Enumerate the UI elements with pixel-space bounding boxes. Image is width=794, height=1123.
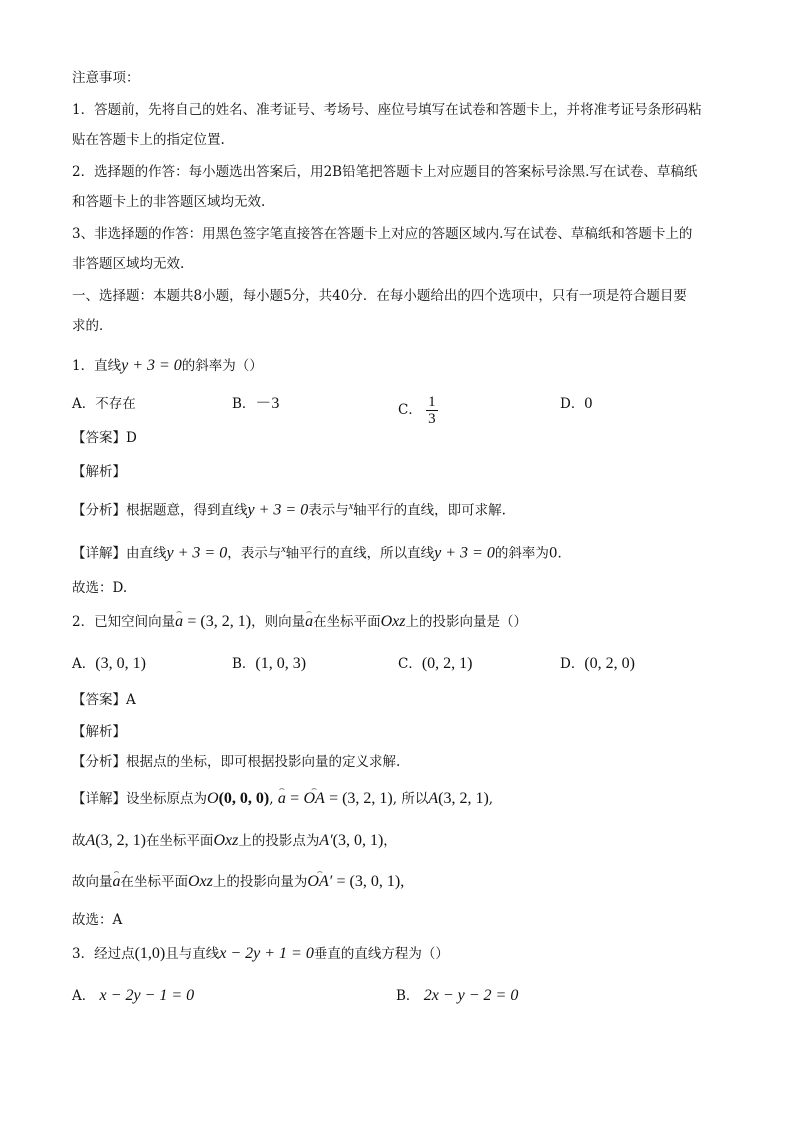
q2-vector-value: = (3, 2, 1): [187, 613, 252, 630]
q2-xj1-a: 【详解】设坐标原点为: [72, 791, 207, 807]
q2-option-b-value: (1, 0, 3): [255, 655, 307, 672]
q1-xiangjie-eq1: y + 3 = 0: [166, 544, 228, 562]
q2-prefix: 2．已知空间向量: [72, 614, 176, 630]
q1-option-c: [398, 394, 438, 427]
q2-xj2-A-prime-value: (3, 0, 1): [332, 832, 384, 849]
q2-option-a-label: A．: [72, 656, 96, 672]
q1-fenxi-c: 轴平行的直线，即可求解.: [353, 502, 506, 519]
q2-xj2-A-prime: A′: [319, 832, 333, 849]
q2-xj3-value: = (3, 0, 1),: [336, 873, 405, 890]
q2-xj2-A: A: [85, 832, 96, 849]
q2-xj1-A: A: [428, 790, 439, 807]
q1-xiangjie-b: ，表示与: [227, 545, 282, 562]
q2-option-c: [398, 654, 473, 674]
q2-xj1-eq: =: [290, 790, 300, 807]
q2-xiangjie-line-2: [72, 831, 397, 851]
question-2-stem: [72, 612, 527, 632]
q2-xj1-so: , 所以: [392, 791, 429, 807]
q2-xj3-OA-prime: ⌢ OA′: [307, 872, 332, 892]
question-1-stem: [72, 356, 263, 376]
q3-option-b: [396, 986, 518, 1006]
q2-xj2-a: 故: [72, 833, 86, 849]
q1-option-c-numerator: 1: [428, 394, 436, 410]
q3-prefix: 3．经过点: [72, 946, 135, 962]
q1-suffix: 的斜率为（）: [181, 358, 263, 374]
q2-option-b: [232, 654, 306, 674]
note-3-line-2: 非答题区域均无效.: [72, 256, 185, 272]
q2-xj2-b: 在坐标平面: [145, 833, 214, 849]
q2-xj1-value: = (3, 2, 1): [329, 790, 393, 807]
q2-option-a-value: (3, 0, 1): [95, 655, 146, 672]
q1-xiangjie-a: 【详解】由直线: [72, 545, 167, 562]
q2-mid: ，则向量: [251, 614, 306, 630]
q1-equation: y + 3 = 0: [121, 357, 182, 374]
q2-option-c-label: C．: [398, 656, 422, 672]
q2-option-a: [72, 654, 146, 674]
q1-option-d-value: 0: [584, 395, 593, 412]
q1-option-b-value: －3: [255, 395, 280, 412]
q2-xj1-comma: ,: [269, 791, 274, 807]
q2-xiangjie-line-1: [72, 789, 493, 809]
q2-option-b-label: B．: [232, 656, 256, 672]
q1-prefix: 1．直线: [72, 358, 122, 374]
q3-option-a: [72, 986, 194, 1006]
q3-option-b-label: B．: [396, 988, 420, 1004]
q1-option-a: A．不存在: [72, 396, 136, 412]
q2-xj3-vector-a: ⌢ a: [113, 872, 121, 892]
q2-xiangjie-line-3: [72, 872, 404, 892]
q1-xiangjie-d: 的斜率为0．: [494, 545, 571, 562]
q2-xj2-c: 上的投影点为: [238, 833, 320, 849]
q2-answer: 【答案】A: [72, 692, 136, 708]
q1-choose: 故选：D.: [72, 580, 128, 596]
q1-analysis-heading: 【解析】: [72, 464, 126, 480]
q3-equation: x − 2y + 1 = 0: [219, 945, 314, 962]
q2-option-d: [560, 654, 635, 674]
q2-xj1-O: O: [207, 790, 219, 807]
q1-option-d: [560, 394, 592, 414]
q1-answer: 【答案】D: [72, 430, 137, 446]
section-heading-line-2: 求的．: [72, 318, 113, 334]
q2-plane: Oxz: [380, 613, 406, 630]
note-2-line-2: 和答题卡上的非答题区域均无效.: [72, 194, 266, 210]
question-3-stem: [72, 944, 449, 964]
q2-plane-pre: 在坐标平面: [313, 614, 381, 630]
q3-option-a-value: x − 2y − 1 = 0: [99, 987, 195, 1004]
q1-xiangjie-x: x: [281, 544, 286, 555]
q2-xj3-a: 故向量: [72, 874, 113, 890]
q1-fenxi: [72, 497, 506, 521]
q2-xj3-c: 上的投影向量为: [212, 874, 308, 890]
q2-xj2-end: ，: [383, 833, 397, 849]
q3-option-a-label: A．: [72, 988, 96, 1004]
q2-xj1-O-value: (0, 0, 0): [218, 790, 270, 807]
q1-xiangjie: [72, 540, 571, 564]
q2-choose: 故选：A: [72, 912, 123, 928]
q2-xj1-A-value: (3, 2, 1): [438, 790, 489, 807]
q2-vector-a: ⌢ a: [175, 612, 183, 632]
q1-xiangjie-eq2: y + 3 = 0: [434, 544, 495, 562]
note-1-line-1: 1．答题前，先将自己的姓名、准考证号、考场号、座位号填写在试卷和答题卡上，并将准考证号条形码粘: [72, 102, 702, 118]
q2-suffix: 上的投影向量是（）: [405, 614, 527, 630]
q2-fenxi: 【分析】根据点的坐标，即可根据投影向量的定义求解.: [72, 754, 401, 770]
q2-xj2-plane: Oxz: [213, 832, 239, 849]
q3-mid: 且与直线: [165, 946, 220, 962]
notes-title: 注意事项：: [72, 70, 140, 86]
q1-xiangjie-c: 轴平行的直线，所以直线: [285, 545, 435, 562]
q1-option-c-label: C．: [398, 402, 422, 418]
section-heading-line-1: 一、选择题：本题共8小题，每小题5分，共40分．在每小题给出的四个选项中，只有一项是符合题目要: [72, 288, 687, 304]
q2-option-d-value: (0, 2, 0): [584, 655, 635, 672]
note-1-line-2: 贴在答题卡上的指定位置.: [72, 132, 225, 148]
q3-point: (1,0): [134, 945, 166, 962]
q3-suffix: 垂直的直线方程为（）: [313, 946, 449, 962]
q2-option-d-label: D．: [560, 656, 585, 672]
q2-xj3-b: 在坐标平面: [120, 874, 188, 890]
note-2-line-1: 2．选择题的作答：每小题选出答案后，用2B铅笔把答题卡上对应题目的答案标号涂黑.写在试卷、草稿纸: [72, 164, 698, 180]
q2-xj3-plane: Oxz: [188, 873, 213, 890]
q2-analysis-heading: 【解析】: [72, 724, 126, 740]
q1-fenxi-b: 表示与: [308, 502, 349, 519]
q1-option-d-label: D．: [560, 396, 585, 412]
q1-option-c-denominator: 3: [428, 411, 436, 427]
q2-xj1-vector-a: ⌢ a: [278, 789, 286, 809]
q2-xj2-A-value: (3, 2, 1): [95, 832, 146, 849]
q1-fenxi-a: 【分析】根据题意，得到直线: [72, 502, 248, 519]
q1-fenxi-x: x: [348, 501, 354, 512]
q1-option-b-label: B．: [232, 396, 256, 412]
q1-option-b: [232, 394, 279, 414]
q3-option-b-value: 2x − y − 2 = 0: [423, 987, 519, 1004]
q2-vector-a-2: ⌢ a: [305, 612, 313, 632]
note-3-line-1: 3、非选择题的作答：用黑色签字笔直接答在答题卡上对应的答题区域内.写在试卷、草稿纸和答题卡上的: [72, 226, 693, 242]
q1-fenxi-eq: y + 3 = 0: [247, 501, 309, 519]
q2-option-c-value: (0, 2, 1): [421, 655, 473, 672]
q2-xj1-end: ,: [488, 791, 494, 807]
q1-option-c-fraction: [426, 394, 438, 427]
q2-xj1-OA: ⌢ OA: [303, 789, 324, 809]
